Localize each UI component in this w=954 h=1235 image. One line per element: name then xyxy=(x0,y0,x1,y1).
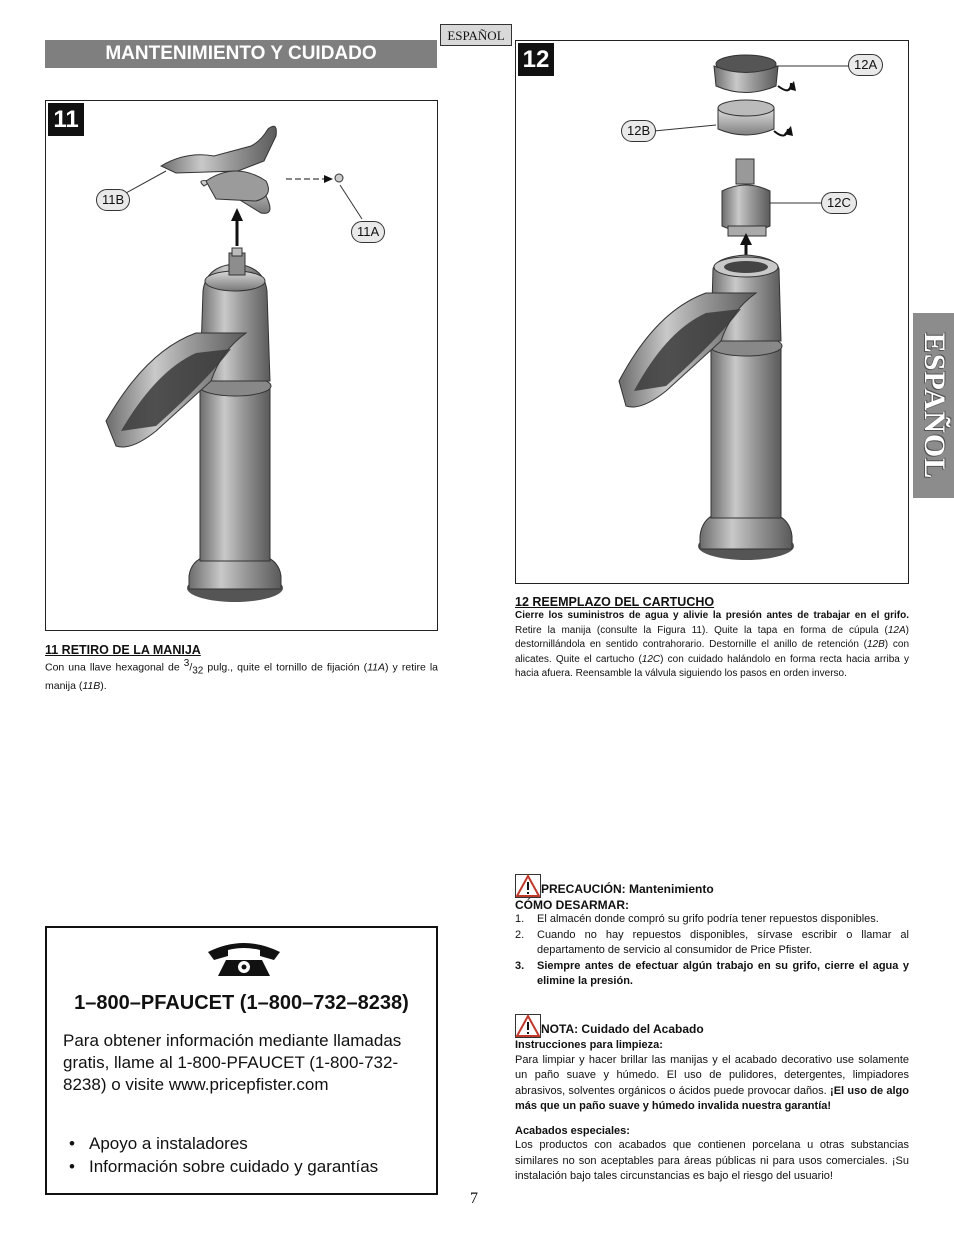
cartridge-replacement-illustration xyxy=(516,41,908,583)
note-subtitle-cleaning: Instrucciones para limpieza: xyxy=(515,1039,663,1051)
caution-step xyxy=(515,959,909,990)
callout-12b: 12B xyxy=(621,120,656,142)
caution-subtitle: CÓMO DESARMAR: xyxy=(515,898,629,912)
caption-12-title: 12 REEMPLAZO DEL CARTUCHO xyxy=(515,595,715,609)
caution-title: PRECAUCIÓN: Mantenimiento xyxy=(541,882,714,896)
caption-12-ref-c: 12C xyxy=(641,653,661,665)
caption-11-text: Con una llave hexagonal de $^3/_{32}$ pulg., quite el tornillo de fijación (11A) y retire la manija (11B). xyxy=(45,658,438,693)
callout-11b: 11B xyxy=(96,189,130,211)
note-subtitle-special: Acabados especiales: xyxy=(515,1124,630,1137)
figure-12 xyxy=(515,40,909,584)
caption-12-ref-b: 12B xyxy=(866,639,885,650)
caution-step xyxy=(515,912,909,928)
step-number: 1. xyxy=(515,913,525,925)
caption-11-frac-den: 32 xyxy=(192,665,204,677)
caption-11-ref-a: 11A xyxy=(367,661,386,674)
note-special-text: Los productos con acabados que contienen porcelana u otras substancias similares no son aceptables para áreas públicas ni para usos comerciales. ¡Su instalación bajo tales circunstancias es bajo el riesgo del usuario! xyxy=(515,1139,909,1182)
language-tab-top: ESPAÑOL xyxy=(440,24,512,46)
step-text: Cuando no hay repuestos disponibles, sírvase escribir o llamar al departamento de servicio al consumidor de Price Pfister. xyxy=(537,928,909,956)
caption-12-text-2: ) destornillándola en sentido contrahorario. Destornille el anillo de retención ( xyxy=(515,624,909,650)
caption-12 xyxy=(515,595,909,682)
caution-step xyxy=(515,928,909,959)
side-tab-label: ESPAÑOL xyxy=(917,332,951,479)
caution-steps xyxy=(515,912,909,990)
toll-free-number: 1–800–PFAUCET (1–800–732–8238) xyxy=(74,992,409,1014)
caption-11-text-2: pulg., quite el tornillo de fijación ( xyxy=(203,661,368,674)
phone-bullets xyxy=(69,1132,378,1178)
caption-11-frac-num: 3 xyxy=(183,658,190,669)
step-number: 2. xyxy=(515,928,525,941)
caption-11-text-4: ). xyxy=(100,680,107,693)
note-header xyxy=(515,1014,909,1038)
bullet-item: • Apoyo a instaladores xyxy=(69,1132,378,1155)
language-side-tab xyxy=(913,313,954,498)
caption-11-text-3: ) y retire la manija ( xyxy=(45,661,438,693)
callout-11a: 11A xyxy=(351,221,385,243)
caption-12-ref-a: 12A xyxy=(887,624,906,636)
warning-icon xyxy=(515,1014,541,1038)
caption-12-text-1: Retire la manija (consulte la Figura 11). Quite la tapa en forma de cúpula ( xyxy=(515,624,888,636)
caption-12-bold: Cierre los suministros de agua y alivie la presión antes de trabajar en el grifo. xyxy=(515,610,909,621)
callout-12a: 12A xyxy=(848,54,883,76)
caption-11 xyxy=(45,643,438,694)
note-cleaning-text-1: Para limpiar y hacer brillar las manijas y el acabado decorativo use solamente un paño suave y húmedo. El uso de pulidores, detergentes, limpiadores abrasivos, solventes orgánicos o ácidos puede provocar daños. xyxy=(515,1053,909,1097)
note-cleaning-warranty: ¡El uso de algo más que un paño suave y húmedo invalida nuestra garantía! xyxy=(515,1084,909,1112)
warning-icon xyxy=(515,874,541,898)
caption-12-text-4: ) con cuidado halándolo en forma recta hacia arriba y hacia afuera. Reensamble la válvula siguiendo los pasos en orden inverso. xyxy=(515,653,910,679)
caption-12-text xyxy=(515,609,909,682)
section-banner: MANTENIMIENTO Y CUIDADO xyxy=(45,40,437,68)
step-text: El almacén donde compró su grifo podría tener repuestos disponibles. xyxy=(537,913,879,925)
figure-11-number: 11 xyxy=(48,103,84,136)
bullet-item: • Información sobre cuidado y garantías xyxy=(69,1155,378,1178)
caption-11-title: 11 RETIRO DE LA MANIJA xyxy=(45,643,201,657)
caption-12-text-3: ) con alicates. Quite el cartucho ( xyxy=(515,639,910,665)
note-section xyxy=(515,1014,909,1185)
step-text: Siempre antes de efectuar algún trabajo en su grifo, cierre el agua y elimine la presión. xyxy=(537,959,909,987)
callout-12c: 12C xyxy=(821,192,857,214)
telephone-icon xyxy=(204,938,284,978)
phone-info-box xyxy=(45,926,438,1195)
caption-11-ref-b: 11B xyxy=(82,680,101,693)
note-cleaning-text xyxy=(515,1053,909,1115)
caution-section xyxy=(515,874,909,990)
note-title: NOTA: Cuidado del Acabado xyxy=(541,1022,704,1036)
page-number: 7 xyxy=(470,1190,478,1207)
faucet-handle-removal-illustration xyxy=(46,101,437,630)
phone-info-text: Para obtener información mediante llamadas gratis, llame al 1-800-PFAUCET (1-800-732-8238) o visite www.pricepfister.com xyxy=(63,1031,402,1094)
figure-12-number: 12 xyxy=(518,43,554,76)
figure-11 xyxy=(45,100,438,631)
caption-11-text-1: Con una llave hexagonal de xyxy=(45,661,184,674)
caution-header xyxy=(515,874,909,898)
step-number: 3. xyxy=(515,959,525,972)
